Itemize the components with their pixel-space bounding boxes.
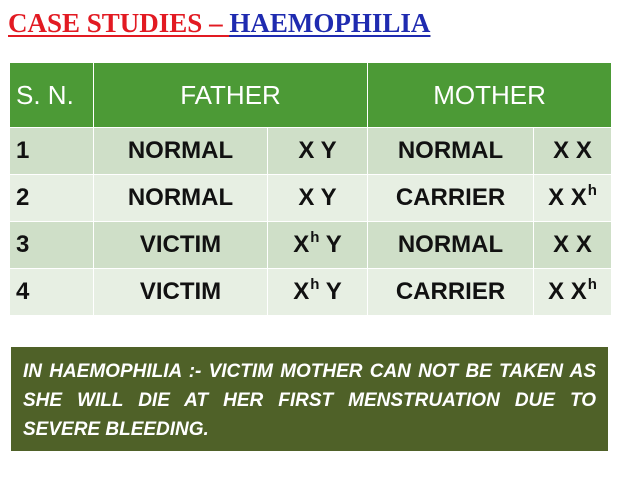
table-row xyxy=(10,269,612,316)
title-prefix: CASE STUDIES – xyxy=(8,8,230,38)
cell-father-status: NORMAL xyxy=(94,175,268,222)
genotype-base: X X xyxy=(553,231,592,258)
cell-sn: 4 xyxy=(10,269,94,316)
genotype-base: X X xyxy=(553,137,592,164)
genotype-superscript: h xyxy=(310,276,320,293)
cell-mother-genotype xyxy=(534,222,612,269)
table-row xyxy=(10,175,612,222)
genotype-superscript: h xyxy=(310,229,320,246)
genotype-base: X xyxy=(293,231,310,258)
cell-mother-genotype xyxy=(534,128,612,175)
cell-mother-status: CARRIER xyxy=(368,175,534,222)
cell-mother-status: CARRIER xyxy=(368,269,534,316)
haemophilia-note-box xyxy=(11,347,608,451)
cell-mother-status: NORMAL xyxy=(368,128,534,175)
cell-sn: 3 xyxy=(10,222,94,269)
cell-father-genotype xyxy=(268,128,368,175)
table-row xyxy=(10,128,612,175)
table-row xyxy=(10,222,612,269)
genotype-base: X xyxy=(293,278,310,305)
cell-father-status: VICTIM xyxy=(94,269,268,316)
genotype-superscript: h xyxy=(587,182,597,199)
genotype-base: X Y xyxy=(298,137,337,164)
cell-father-status: NORMAL xyxy=(94,128,268,175)
header-father: FATHER xyxy=(94,63,368,128)
cell-mother-status: NORMAL xyxy=(368,222,534,269)
genotype-base: X Y xyxy=(298,184,337,211)
cell-mother-genotype xyxy=(534,269,612,316)
slide-title xyxy=(8,6,430,40)
note-text: IN HAEMOPHILIA :- VICTIM MOTHER CAN NOT BE TAKEN AS SHE WILL DIE AT HER FIRST MENSTRUATION DUE TO SEVERE BLEEDING. xyxy=(23,361,596,440)
title-topic: HAEMOPHILIA xyxy=(229,8,431,38)
cell-father-genotype xyxy=(268,175,368,222)
cell-father-genotype xyxy=(268,269,368,316)
cell-father-genotype xyxy=(268,222,368,269)
genotype-superscript: h xyxy=(587,276,597,293)
table-header-row xyxy=(10,63,612,128)
genotype-base: X X xyxy=(548,184,587,211)
cell-mother-genotype xyxy=(534,175,612,222)
header-sn: S. N. xyxy=(10,63,94,128)
genotype-base: X X xyxy=(548,278,587,305)
cell-sn: 2 xyxy=(10,175,94,222)
cell-sn: 1 xyxy=(10,128,94,175)
header-mother: MOTHER xyxy=(368,63,612,128)
cell-father-status: VICTIM xyxy=(94,222,268,269)
genotype-tail: Y xyxy=(319,278,342,305)
genotype-tail: Y xyxy=(319,231,342,258)
case-studies-table xyxy=(9,62,612,316)
